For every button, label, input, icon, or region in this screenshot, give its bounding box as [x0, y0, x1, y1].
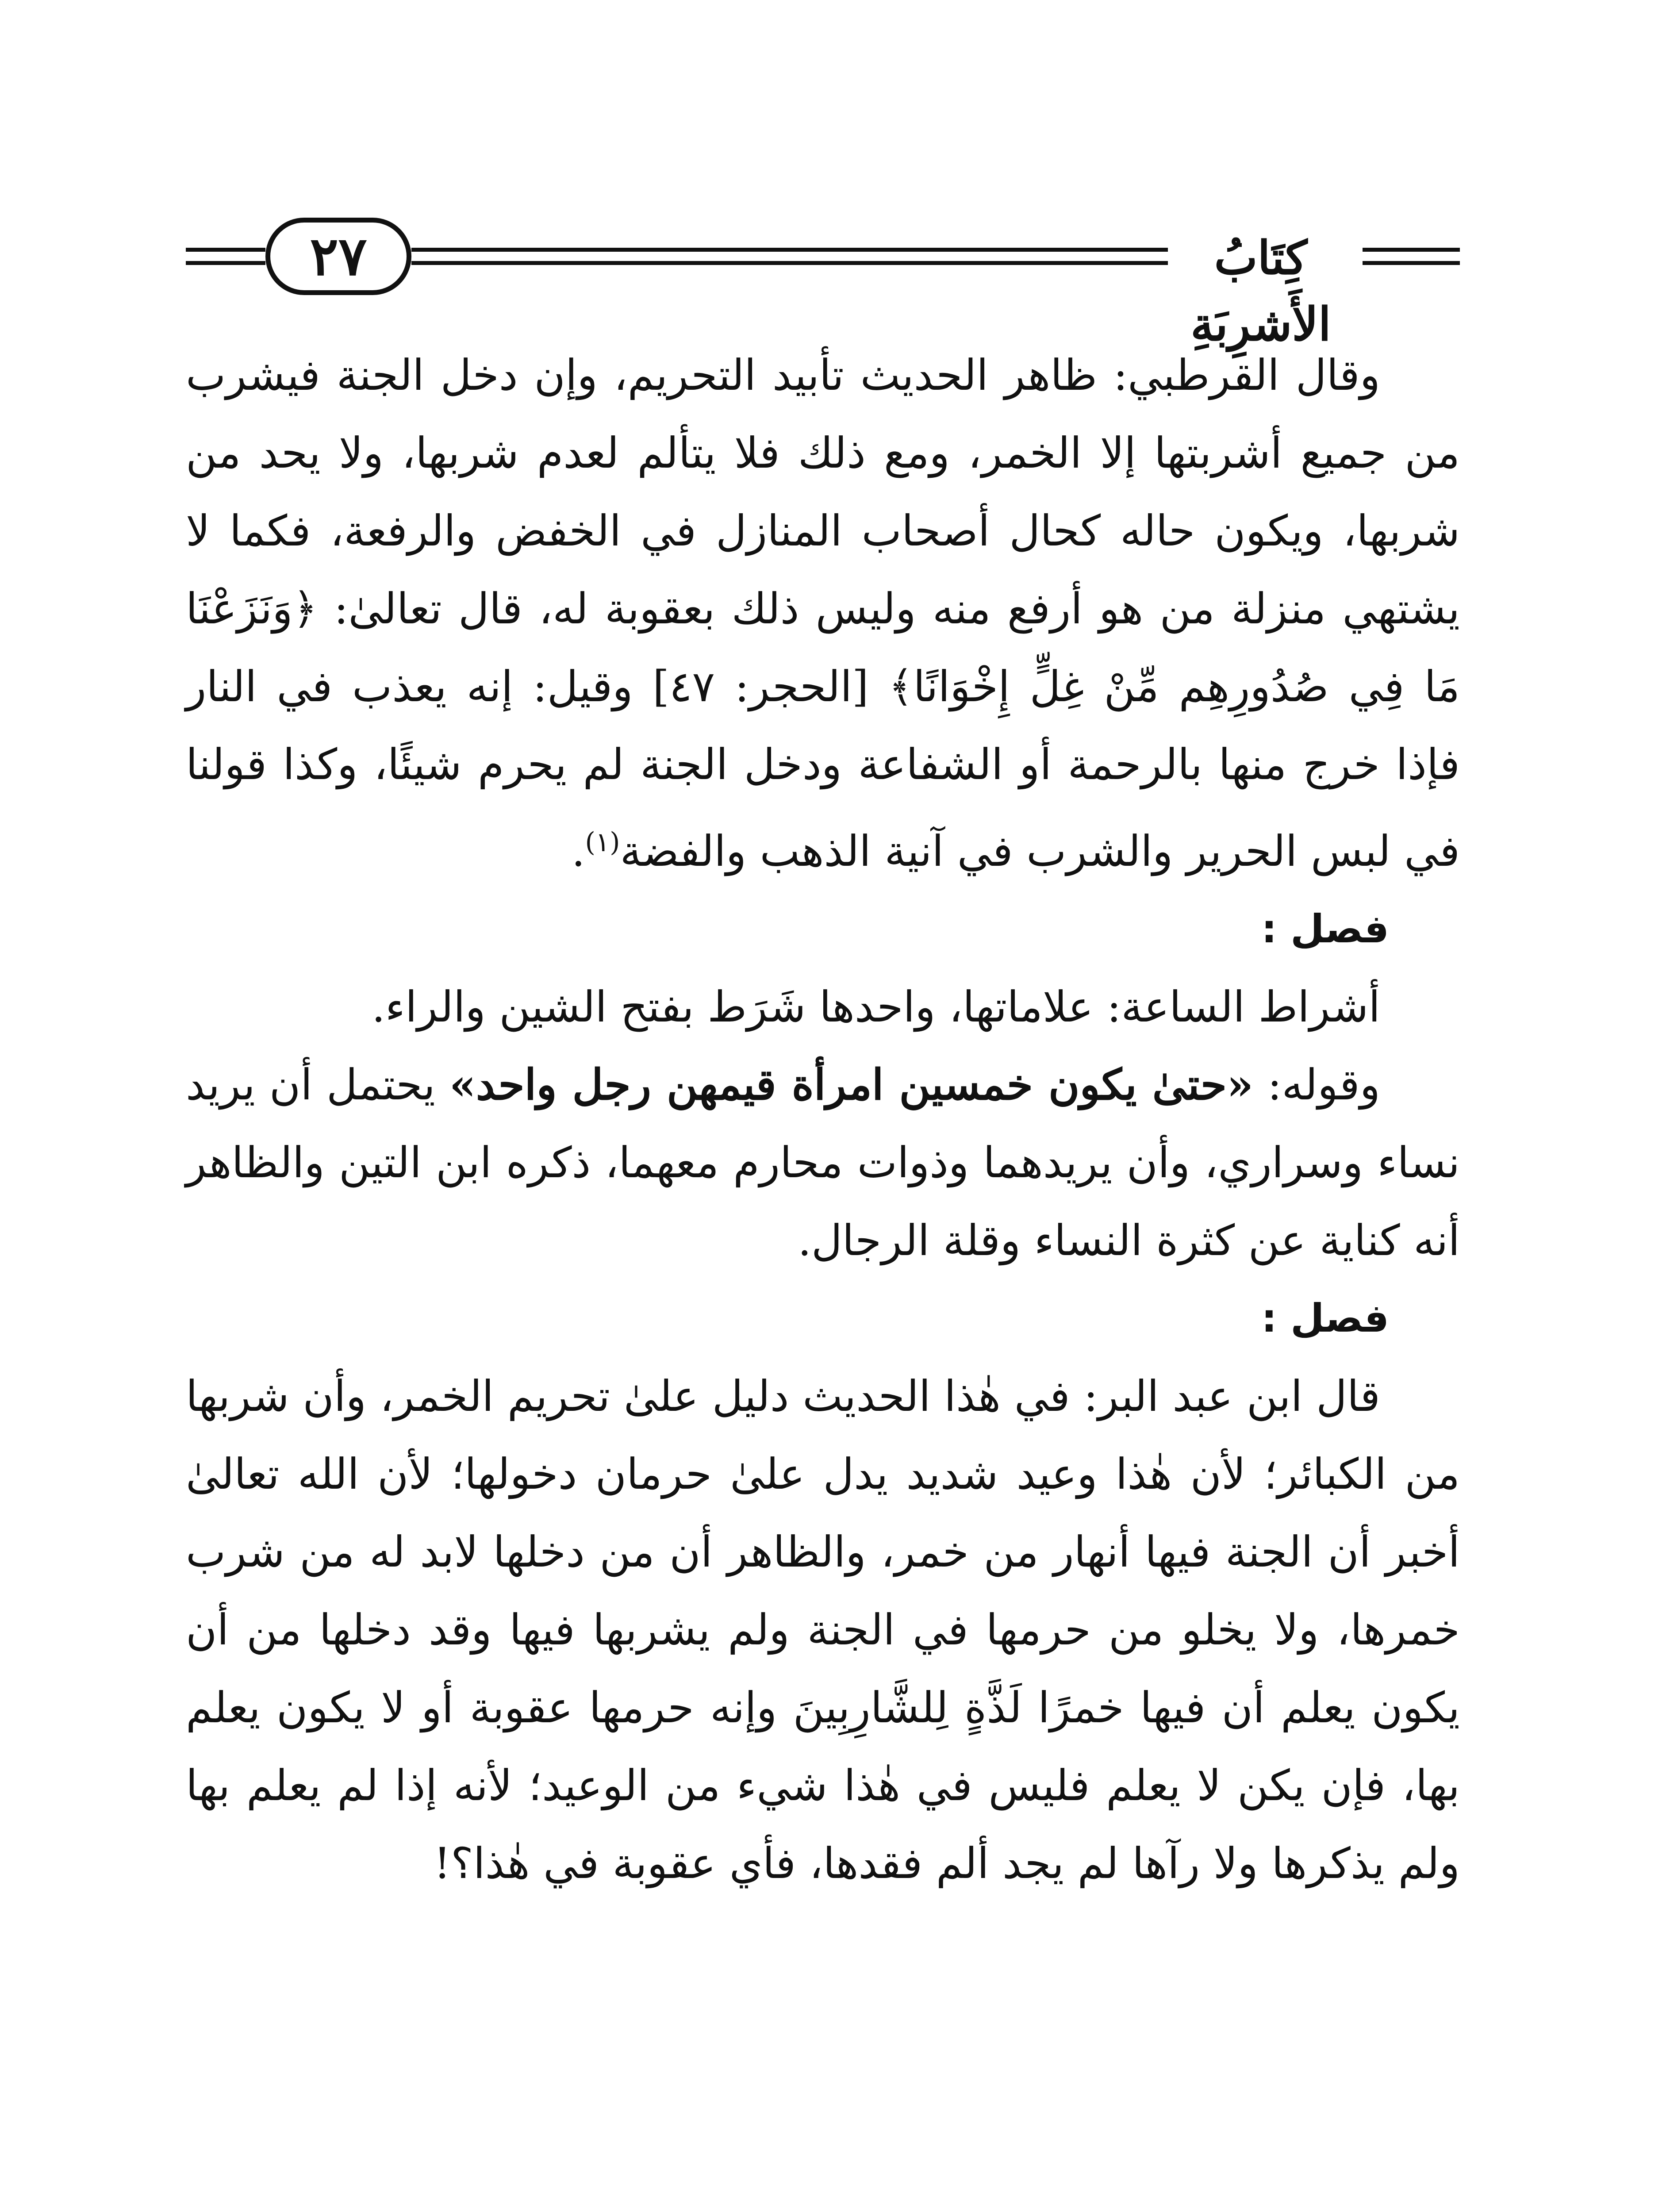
paragraph-text-continued: [الحجر: ٤٧] وقيل: إنه يعذب في النار فإذا خرج منها بالرحمة أو الشفاعة ودخل الجنة لم يحرم شيئًا، وكذا قولنا في لبس الحرير والشرب في آنية الذهب والفضة — [186, 662, 1460, 876]
paragraph-suffix: يحتمل أن يريد نساء وسراري، وأن يريدهما وذوات محارم معهما، ذكره ابن التين والظاهر أنه كناية عن كثرة النساء وقلة الرجال. — [186, 1060, 1460, 1265]
main-text — [186, 336, 1460, 1902]
section-heading: فصل : — [1261, 906, 1389, 952]
paragraph-hadith-quote — [186, 1046, 1460, 1279]
running-header — [186, 212, 1460, 351]
paragraph-ashrat: أشراط الساعة: علاماتها، واحدها شَرَط بفتح الشين والراء. — [372, 982, 1380, 1032]
page-number: ٢٧ — [310, 225, 367, 288]
header-rule-left-top — [186, 248, 265, 252]
page-number-badge — [265, 218, 411, 295]
quran-verse: ﴿وَنَزَعْنَا مَا فِي صُدُورِهِم مِّنْ غِلٍّ إِخْوَانًا﴾ — [186, 584, 1460, 711]
running-title: كِتَابُ الأَشرِبَةِ — [1190, 230, 1331, 351]
header-rule-middle-top — [411, 248, 1168, 252]
footnote-reference: (١) — [585, 827, 620, 858]
header-rule-middle-bottom — [411, 261, 1168, 265]
paragraph-ibn-abd-albarr: قال ابن عبد البر: في هٰذا الحديث دليل علىٰ تحريم الخمر، وأن شربها من الكبائر؛ لأن هٰذا وعيد شديد يدل علىٰ حرمان دخولها؛ لأن الله تعالىٰ أخبر أن الجنة فيها أنهار من خمر، والظاهر أن من دخلها لابد له من شرب خمرها، ولا يخلو من حرمها في الجنة ولم يشربها فيها وقد دخلها من أن يكون يعلم أن فيها خمرًا لَذَّةٍ لِلشَّارِبِينَ وإنه حرمها عقوبة أو لا يكون يعلم بها، فإن يكن لا يعلم فليس في هٰذا شيء من الوعيد؛ لأنه إذا لم يعلم بها ولم يذكرها ولا رآها لم يجد ألم فقدها، فأي عقوبة في هٰذا؟! — [186, 1371, 1460, 1888]
section-heading: فصل : — [1261, 1295, 1389, 1341]
header-rule-right-top — [1363, 248, 1460, 252]
paragraph-qurtubi — [186, 336, 1460, 890]
header-rule-right-bottom — [1363, 261, 1460, 265]
paragraph-prefix: وقوله: — [1267, 1060, 1381, 1110]
hadith-quote: «حتىٰ يكون خمسين امرأة قيمهن رجل واحد» — [449, 1060, 1254, 1110]
header-rule-left-bottom — [186, 261, 265, 265]
paragraph-text: وقال القرطبي: ظاهر الحديث تأبيد التحريم، وإن دخل الجنة فيشرب من جميع أشربتها إلا الخمر، ومع ذلك فلا يتألم لعدم شربها، ولا يحد من شربها، ويكون حاله كحال أصحاب المنازل في الخفض والرفعة، فكما لا يشتهي منزلة من هو أرفع منه وليس ذلك بعقوبة له، قال تعالىٰ: — [186, 350, 1460, 634]
paragraph-end: . — [571, 826, 585, 876]
